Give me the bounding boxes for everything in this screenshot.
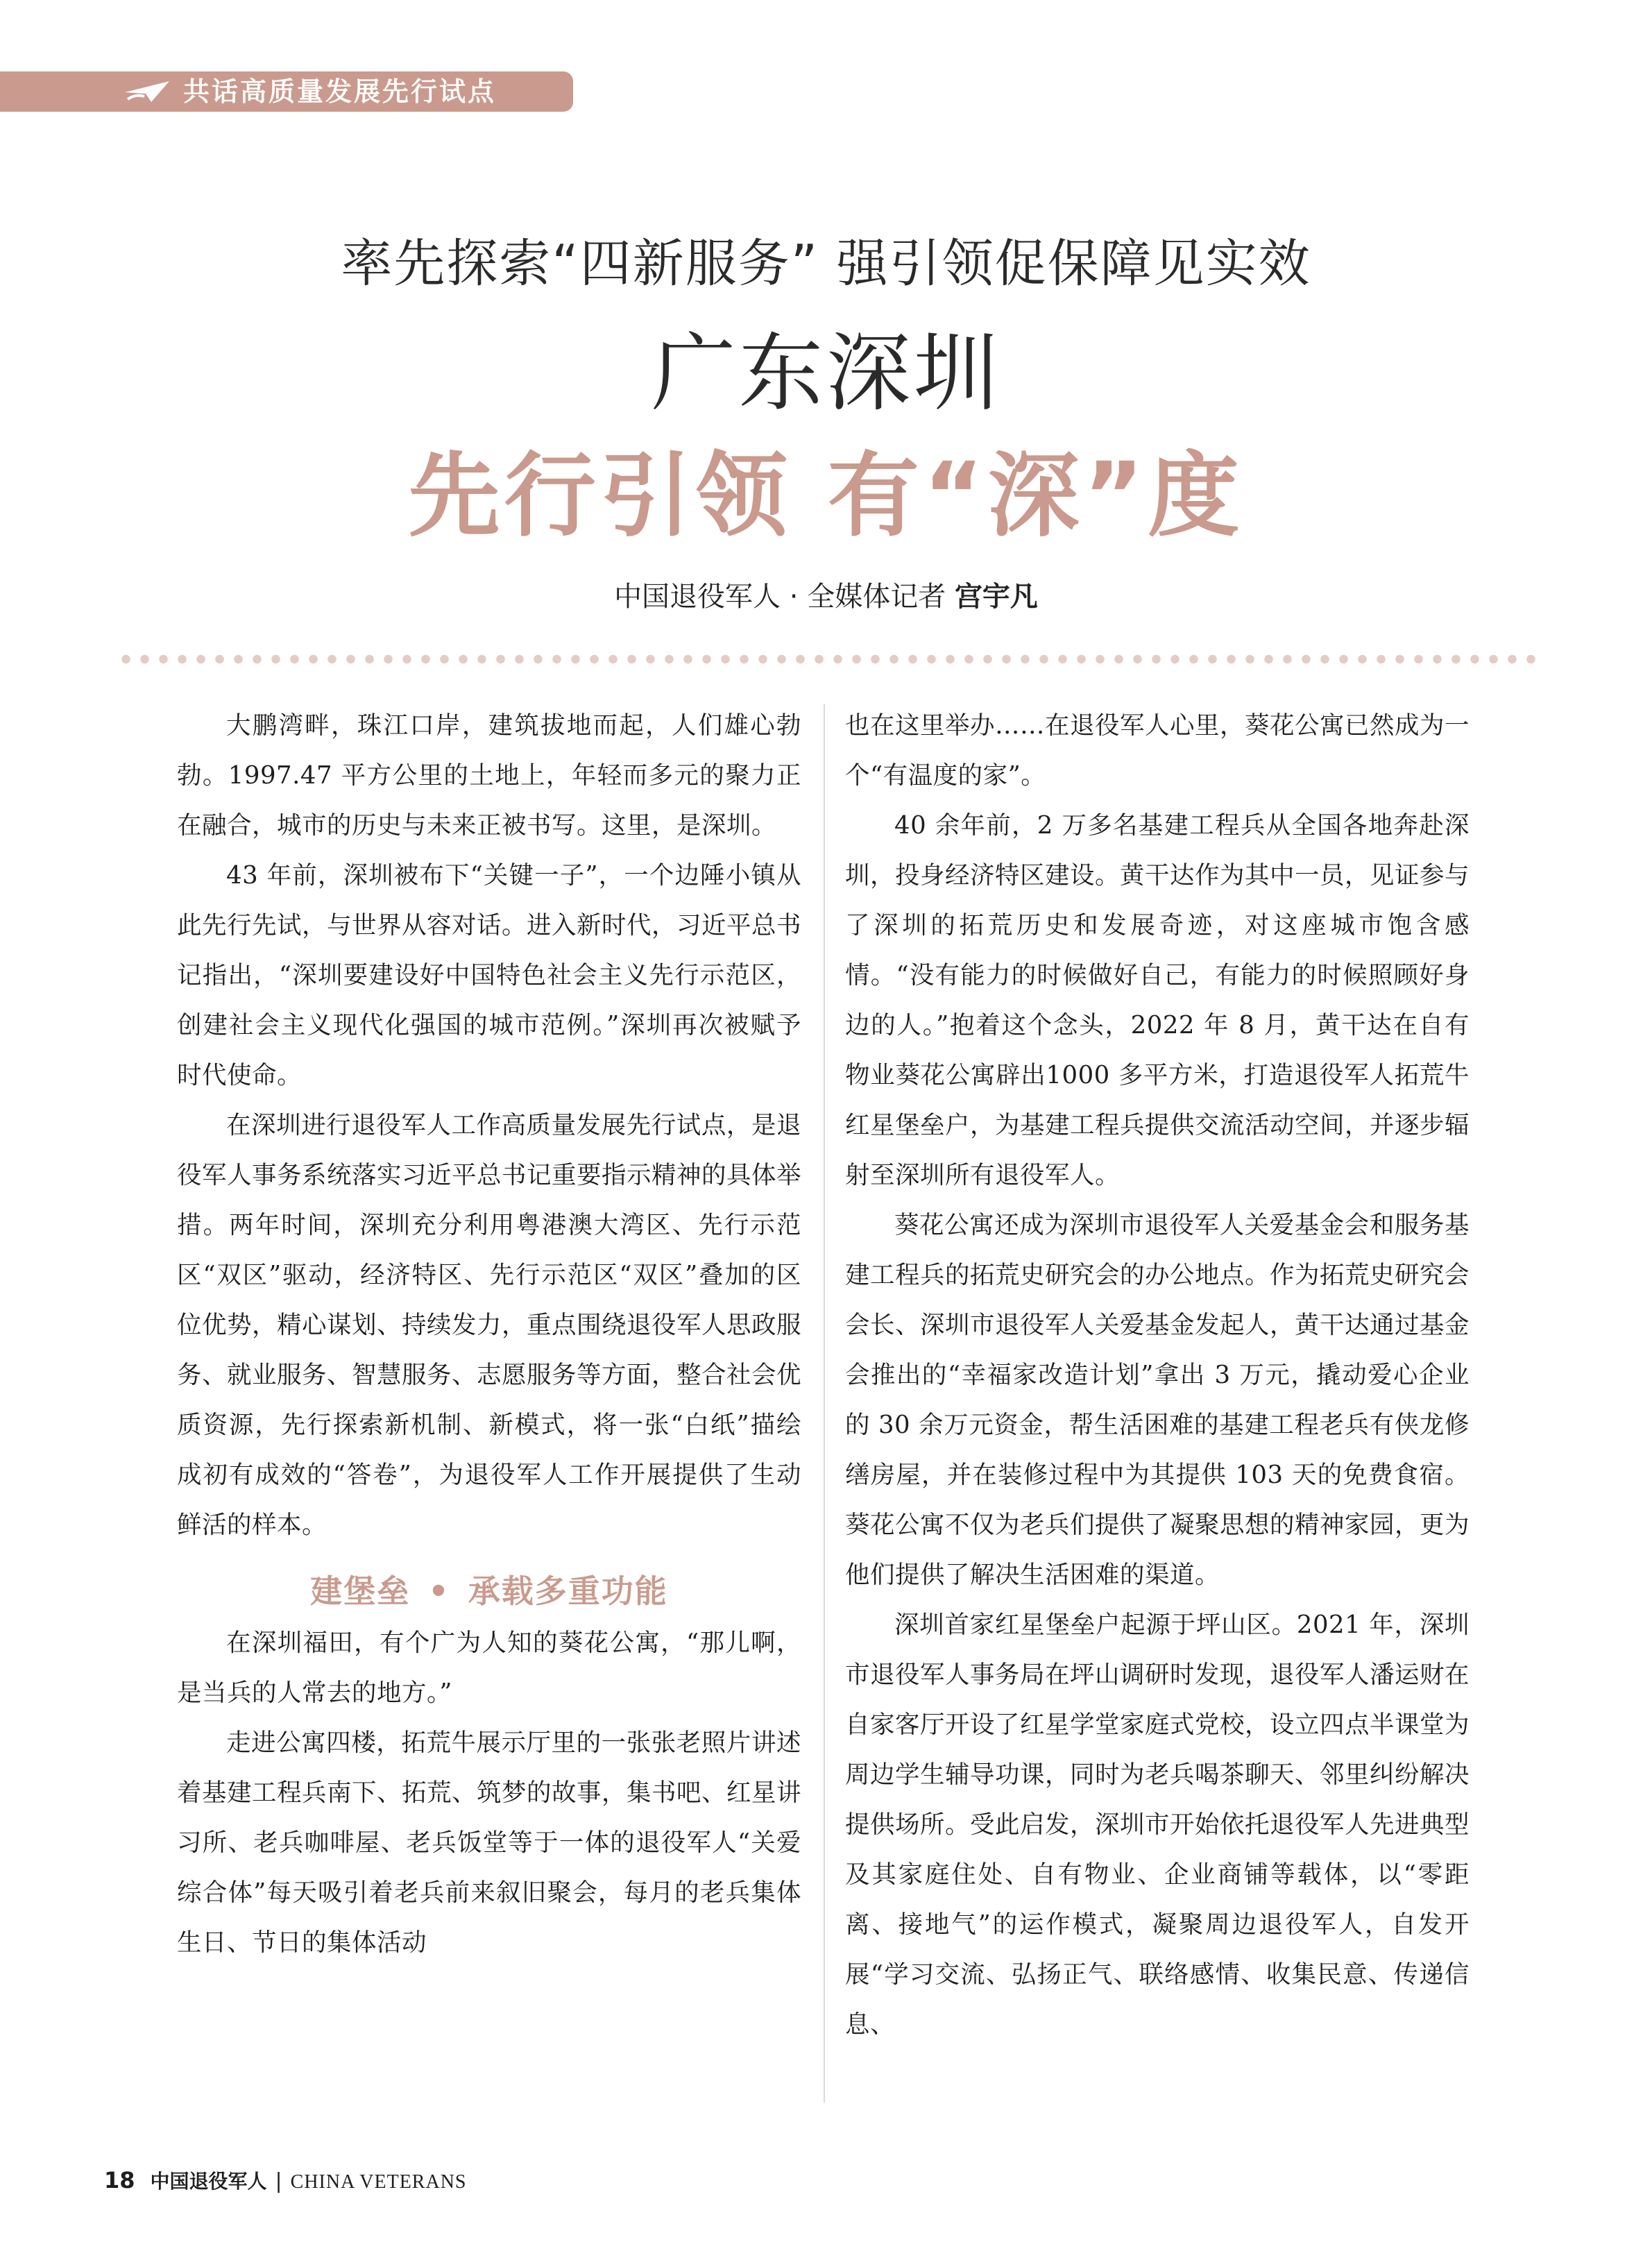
paragraph: 葵花公寓还成为深圳市退役军人关爱基金会和服务基建工程兵的拓荒史研究会的办公地点。作为拓荒史研究会会长、深圳市退役军人关爱基金发起人，黄干达通过基金会推出的“幸福家改造计划”拿出 3 万元，撬动爱心企业的 30 余万元资金，帮生活困难的基建工程老兵有侠龙修缮房屋，并在装修过程中为其提供 103 天的免费食宿。葵花公寓不仅为老兵们提供了凝聚思想的精神家园，更为他们提供了解决生活困难的渠道。 xyxy=(845,1211,1470,1589)
paragraph-continuation: 也在这里举办……在退役军人心里，葵花公寓已然成为一个“有温度的家”。 xyxy=(845,711,1470,790)
page-footer xyxy=(104,2159,467,2201)
paragraph: 40 余年前，2 万多名基建工程兵从全国各地奔赴深圳，投身经济特区建设。黄干达作为其中一员，见证参与了深圳的拓荒历史和发展奇迹，对这座城市饱含感情。“没有能力的时候做好自己，有能力的时候照顾好身边的人。”抱着这个念头，2022 年 8 月，黄干达在自有物业葵花公寓辟出1000 多平方米，打造退役军人拓荒牛红星堡垒户，为基建工程兵提供交流活动空间，并逐步辐射至深圳所有退役军人。 xyxy=(845,811,1470,1189)
paragraph: 43 年前，深圳被布下“关键一子”，一个边陲小镇从此先行先试，与世界从容对话。进入新时代，习近平总书记指出，“深圳要建设好中国特色社会主义先行示范区，创建社会主义现代化强国的城市范例。”深圳再次被赋予时代使命。 xyxy=(177,861,802,1089)
dotted-divider xyxy=(117,654,1539,664)
paragraph: 深圳首家红星堡垒户起源于坪山区。2021 年，深圳市退役军人事务局在坪山调研时发现，退役军人潘运财在自家客厅开设了红星学堂家庭式党校，设立四点半课堂为周边学生辅导功课，同时为老兵喝茶聊天、邻里纠纷解决提供场所。受此启发，深圳市开始依托退役军人先进典型及其家庭住处、自有物业、企业商铺等载体，以“零距离、接地气”的运作模式，凝聚周边退役军人，自发开展“学习交流、弘扬正气、联络感情、收集民意、传递信息、 xyxy=(845,1611,1470,2039)
section-heading-left: 建堡垒 xyxy=(310,1572,411,1610)
article-title: 广东深圳 xyxy=(651,324,1001,423)
byline xyxy=(0,576,1652,618)
article-subtitle: 率先探索“四新服务” 强引领促保障见实效 xyxy=(341,234,1311,294)
column-divider xyxy=(824,704,825,2103)
paragraph: 走进公寓四楼，拓荒牛展示厅里的一张张老照片讲述着基建工程兵南下、拓荒、筑梦的故事，集书吧、红星讲习所、老兵咖啡屋、老兵饭堂等于一体的退役军人“关爱综合体”每天吸引着老兵前来叙旧聚会，每月的老兵集体生日、节日的集体活动 xyxy=(177,1729,802,1957)
article-headline: 先行引领 有“深”度 xyxy=(408,443,1244,550)
magazine-english-name: CHINA VETERANS xyxy=(290,2171,467,2193)
section-label: 共话高质量发展先行试点 xyxy=(183,76,497,107)
paragraph: 在深圳进行退役军人工作高质量发展先行试点，是退役军人事务系统落实习近平总书记重要指示精神的具体举措。两年时间，深圳充分利用粤港澳大湾区、先行示范区“双区”驱动，经济特区、先行示范区“双区”叠加的区位优势，精心谋划、持续发力，重点围绕退役军人思政服务、就业服务、智慧服务、志愿服务等方面，整合社会优质资源，先行探索新机制、新模式，将一张“白纸”描绘成初有成效的“答卷”，为退役军人工作开展提供了生动鲜活的样本。 xyxy=(177,1111,802,1539)
footer-divider: | xyxy=(275,2169,282,2193)
page-number: 18 xyxy=(104,2167,135,2193)
byline-author: 宫宇凡 xyxy=(954,581,1038,613)
magazine-name: 中国退役军人 xyxy=(150,2170,267,2193)
paragraph: 大鹏湾畔，珠江口岸，建筑拔地而起，人们雄心勃勃。1997.47 平方公里的土地上，年轻而多元的聚力正在融合，城市的历史与未来正被书写。这里，是深圳。 xyxy=(177,711,801,840)
paragraph: 在深圳福田，有个广为人知的葵花公寓，“那儿啊，是当兵的人常去的地方。” xyxy=(177,1629,801,1707)
paper-plane-icon xyxy=(124,78,173,105)
section-heading xyxy=(177,1564,801,1618)
section-heading-separator: • xyxy=(428,1572,450,1610)
right-column xyxy=(845,701,1470,2050)
section-tab xyxy=(0,71,573,112)
left-column xyxy=(177,701,801,1968)
section-heading-right: 承载多重功能 xyxy=(468,1572,668,1610)
byline-prefix: 中国退役军人 · 全媒体记者 xyxy=(614,581,946,613)
